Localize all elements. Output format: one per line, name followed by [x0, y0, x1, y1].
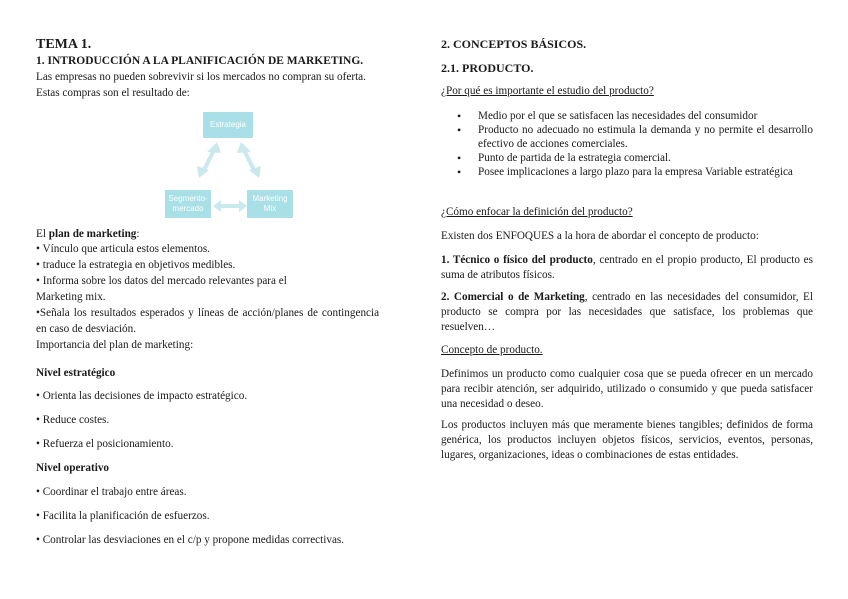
plan-bold: plan de marketing	[48, 228, 137, 240]
strategic-item: • Orienta las decisiones de impacto estratégico.	[36, 390, 248, 402]
importance-line: Importancia del plan de marketing:	[36, 339, 194, 351]
list-item: • Punto de partida de la estrategia comercial.	[441, 151, 813, 165]
list-item: • Posee implicaciones a largo plazo para la empresa Variable estratégica	[441, 165, 813, 179]
arrow-head-icon	[239, 200, 247, 212]
arrow-head-icon	[213, 200, 221, 212]
diagram-arrows	[165, 112, 297, 222]
intro-line: Estas compras son el resultado de:	[36, 87, 190, 99]
approach-technical	[441, 253, 813, 283]
plan-item: • Vínculo que articula estos elementos.	[36, 243, 210, 255]
approach-commercial	[441, 290, 813, 335]
strategic-item: • Reduce costes.	[36, 414, 110, 426]
importance-list	[441, 109, 813, 179]
definition-paragraph: Definimos un producto como cualquier cosa que se pueda ofrecer en un mercado para recibir atención, ser adquirido, utilizado o consumido y que pueda satisfacer una necesidad o deseo.	[441, 368, 813, 410]
operative-item: • Facilita la planificación de esfuerzos.	[36, 510, 210, 522]
list-item: • Producto no adecuado no estimula la demanda y no permite el desarrollo efectivo de acciones comerciales.	[441, 123, 813, 151]
concept-heading: Concepto de producto.	[441, 344, 543, 356]
products-paragraph: Los productos incluyen más que meramente bienes tangibles; definidos de forma genérica, los productos incluyen objetos físicos, servicios, eventos, personas, lugares, organizaciones, ideas o combinaciones de estas entidades.	[441, 419, 813, 461]
approaches-intro: Existen dos ENFOQUES a la hora de abordar el concepto de producto:	[441, 230, 759, 242]
plan-item: •Señala los resultados esperados y líneas de acción/planes de contingencia	[36, 307, 380, 319]
operative-item: • Coordinar el trabajo entre áreas.	[36, 486, 187, 498]
strategy-diagram	[165, 112, 297, 222]
plan-item: • Informa sobre los datos del mercado relevantes para el	[36, 275, 287, 287]
arrow-head-icon	[207, 142, 221, 153]
approach-technical-text: , centrado en el propio producto, El producto es suma de atributos físicos.	[441, 254, 814, 281]
diagram-box-marketing-mix: Marketing Mix	[247, 190, 293, 218]
diagram-box-segment: Segmento- mercado	[165, 190, 211, 218]
approach-technical-title: 1. Técnico o físico del producto	[441, 254, 593, 266]
approach-commercial-title: 2. Comercial o de Marketing	[441, 291, 585, 303]
plan-suffix: :	[136, 228, 140, 240]
plan-item: • traduce la estrategia en objetivos medibles.	[36, 259, 236, 271]
product-heading: 2.1. PRODUCTO.	[441, 61, 534, 75]
approach-commercial-text: , centrado en las necesidades del consumidor, El producto se compra por las necesidades que satisface, los problemas que resuelven…	[441, 291, 813, 333]
question-heading: ¿Cómo enfocar la definición del producto?	[441, 206, 633, 218]
intro-line: Las empresas no pueden sobrevivir si los mercados no compran su oferta.	[36, 71, 366, 83]
list-item: • Medio por el que se satisfacen las necesidades del consumidor	[441, 109, 813, 123]
plan-item: Marketing mix.	[36, 291, 106, 303]
strategic-item: • Refuerza el posicionamiento.	[36, 438, 174, 450]
arrow-head-icon	[237, 142, 251, 153]
plan-line	[36, 227, 140, 242]
page-title: TEMA 1.	[36, 37, 92, 52]
concepts-heading: 2. CONCEPTOS BÁSICOS.	[441, 37, 587, 51]
plan-prefix: El	[36, 228, 49, 240]
plan-item: en caso de desviación.	[36, 323, 137, 335]
strategic-heading: Nivel estratégico	[36, 367, 116, 379]
diagram-box-strategy: Estrategia	[203, 112, 253, 138]
section-heading: 1. INTRODUCCIÓN A LA PLANIFICACIÓN DE MARKETING.	[36, 55, 364, 67]
operative-item: • Controlar las desviaciones en el c/p y propone medidas correctivas.	[36, 534, 345, 546]
question-heading: ¿Por qué es importante el estudio del producto?	[441, 85, 654, 97]
operative-heading: Nivel operativo	[36, 462, 110, 474]
